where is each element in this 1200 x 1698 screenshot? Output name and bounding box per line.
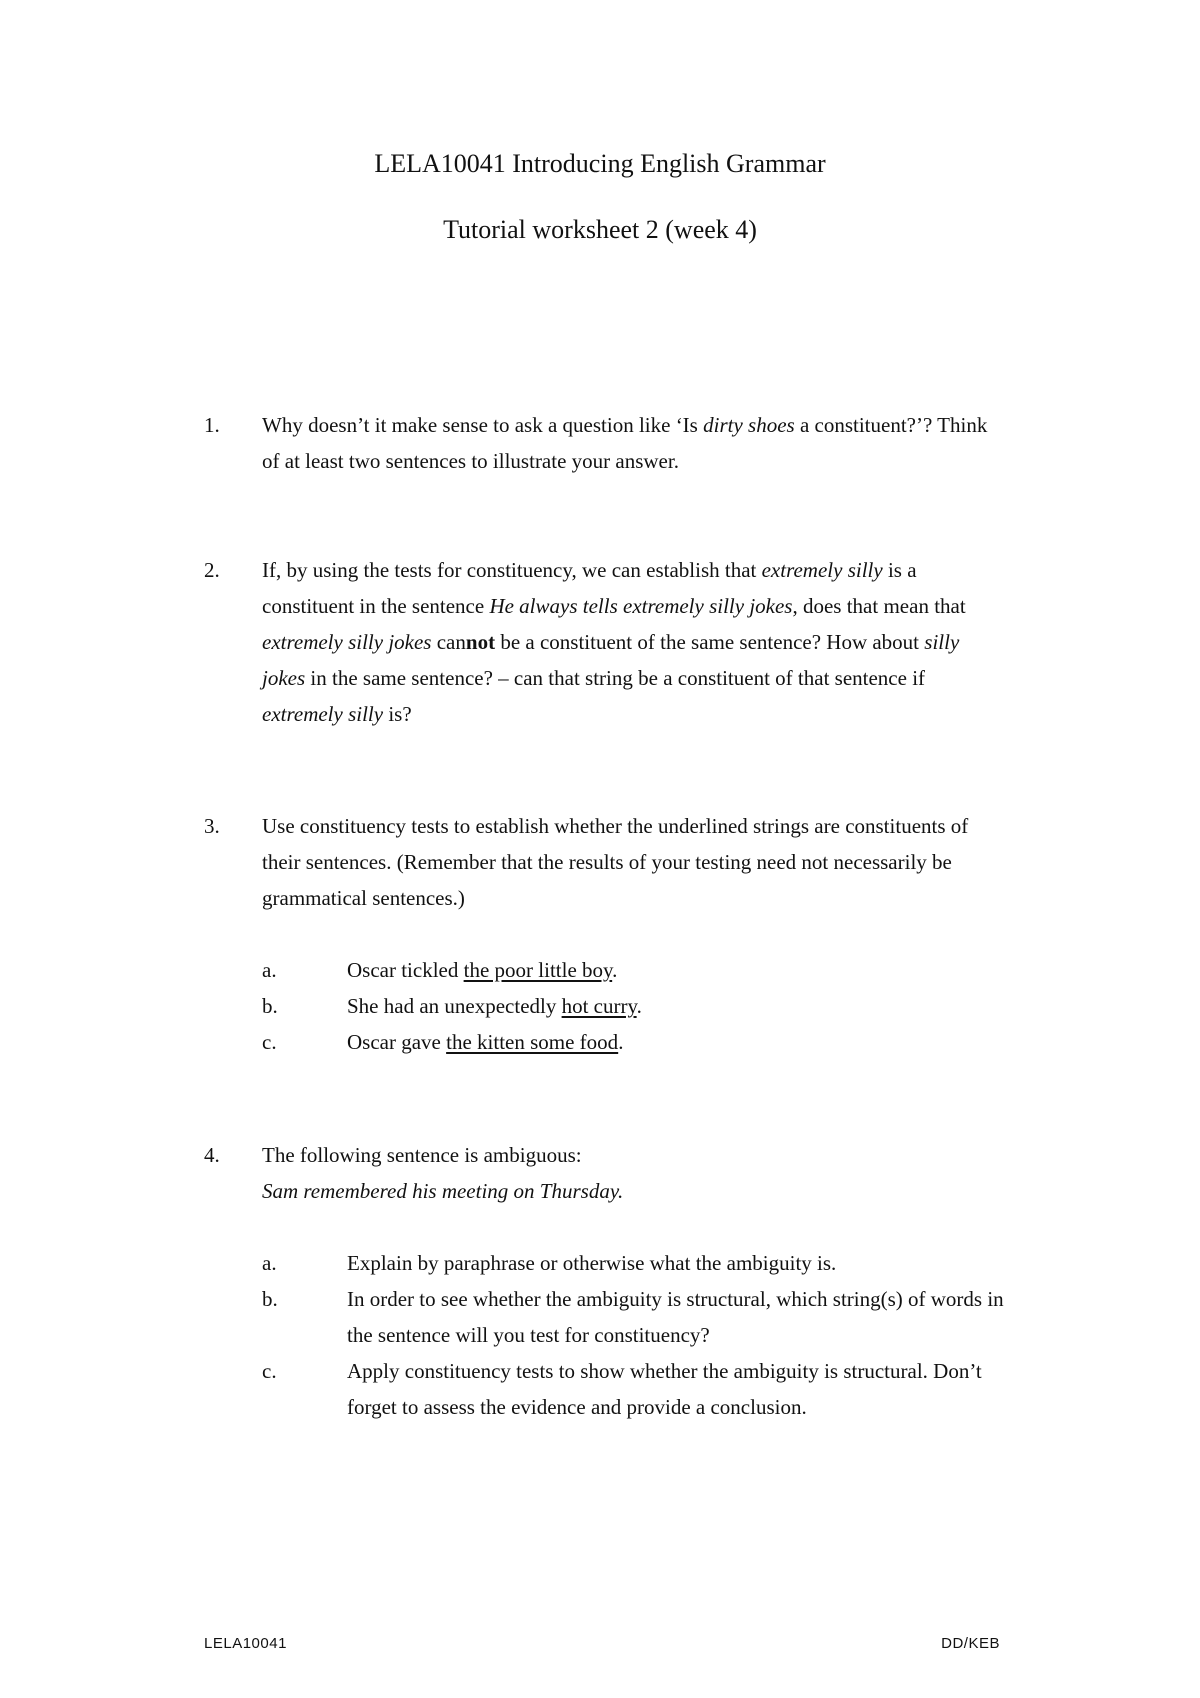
sub-item-list [262,952,1004,1060]
sub-item: c. Oscar gave the kitten some food. [262,1030,624,1054]
underlined-string: hot curry [561,994,637,1018]
question-4 [204,1137,1004,1425]
worksheet-title: Tutorial worksheet 2 (week 4) [443,215,757,244]
question-number: 2. [204,558,220,582]
example-sentence: Sam remembered his meeting on Thursday. [262,1179,624,1203]
underlined-string: the kitten some food [446,1030,619,1054]
footer-authors: DD/KEB [941,1635,1000,1652]
sub-item-list [262,1245,1004,1425]
question-text: The following sentence is ambiguous: Sam remembered his meeting on Thursday. a. Explain by paraphrase or otherwise what the ambiguity is. b. In order to see whether the ambiguity is structural, which string(s) of words in the sentence will you test for constituency? c. Apply constituency tests to show whether the ambiguity is structural. Don’t forget to assess the evidence and provide a conclusion. [262,1137,1004,1425]
question-text: Use constituency tests to establish whether the underlined strings are constituents of their sentences. (Remember that the results of your testing need not necessarily be grammatical sentences.) a. Oscar tickled the poor little boy. b. She had an unexpectedly hot curry. c. Oscar gave the kitten some food. [262,808,1004,1060]
question-text: Why doesn’t it make sense to ask a question like ‘Is dirty shoes a constituent?’? Think of at least two sentences to illustrate your answer. [262,413,988,473]
question-text: If, by using the tests for constituency, we can establish that extremely silly is a constituent in the sentence He always tells extremely silly jokes, does that mean that extremely silly jokes cannot be a constituent of the same sentence? How about silly jokes in the same sentence? – can that string be a constituent of that sentence if extremely silly is? [262,558,966,726]
sub-item: a. Explain by paraphrase or otherwise what the ambiguity is. [262,1251,837,1275]
sub-item: b. In order to see whether the ambiguity is structural, which string(s) of words in the sentence will you test for constituency? [262,1287,1004,1347]
question-1 [204,407,1004,479]
sub-item: b. She had an unexpectedly hot curry. [262,994,642,1018]
sub-item: c. Apply constituency tests to show whether the ambiguity is structural. Don’t forget to assess the evidence and provide a conclusion. [262,1359,982,1419]
question-2 [204,552,1004,732]
footer-course-code: LELA10041 [204,1635,287,1652]
question-number: 1. [204,413,220,437]
course-title: LELA10041 Introducing English Grammar [374,149,826,178]
question-number: 3. [204,814,220,838]
sub-item: a. Oscar tickled the poor little boy. [262,958,618,982]
question-3 [204,808,1004,1060]
question-number: 4. [204,1143,220,1167]
underlined-string: the poor little boy [463,958,613,982]
